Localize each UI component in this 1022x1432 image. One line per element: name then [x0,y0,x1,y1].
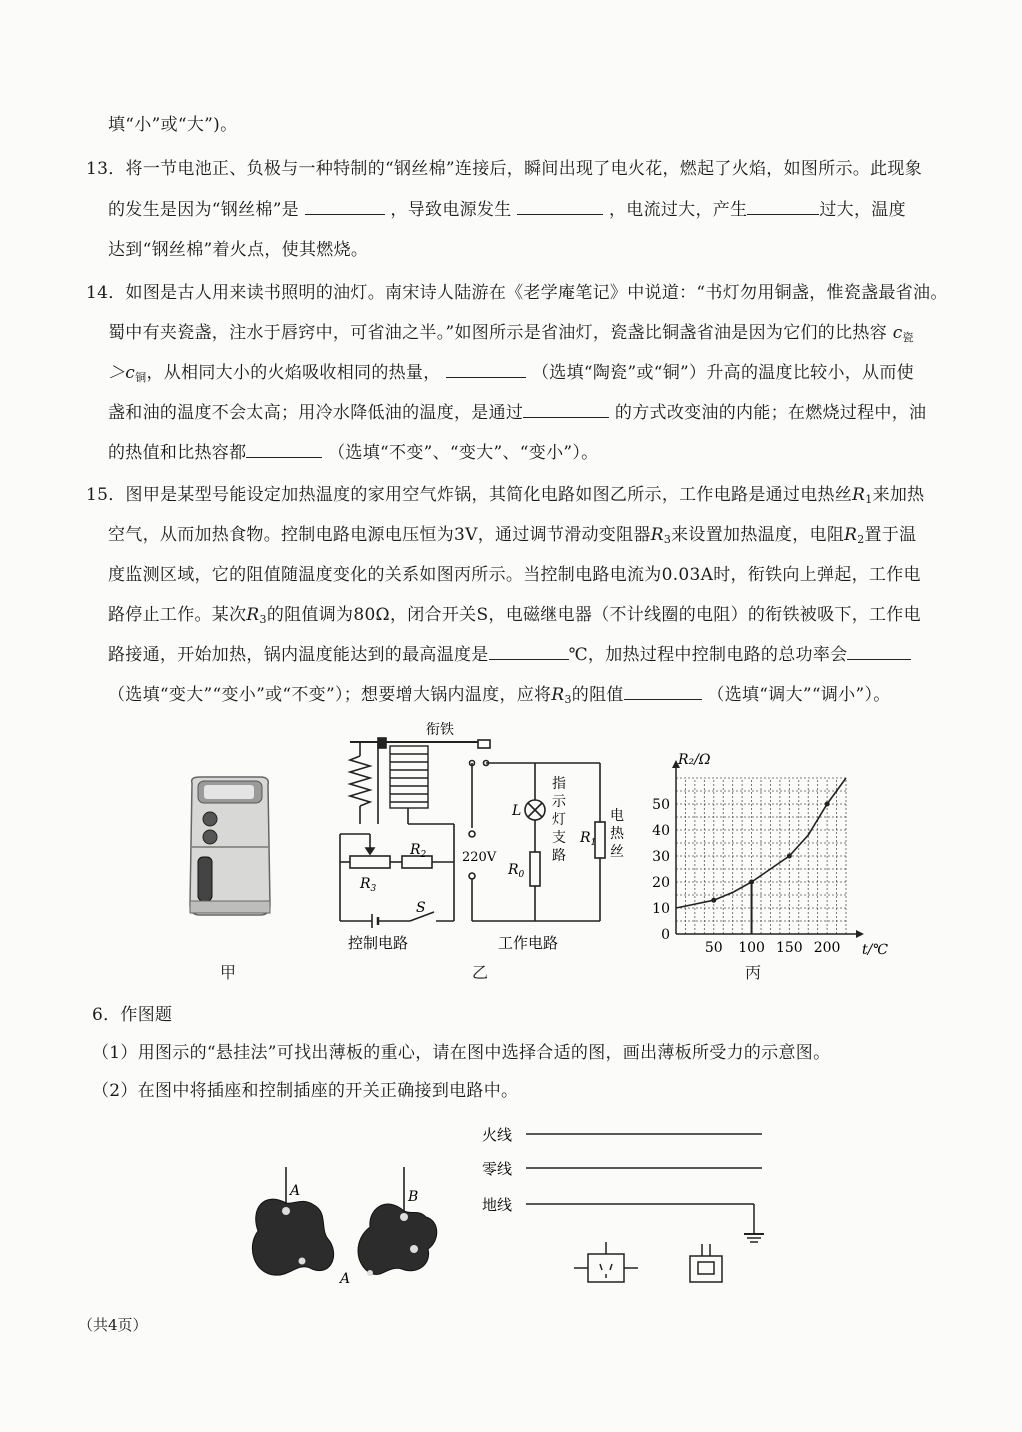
y-axis-label: R₂/Ω [678,752,711,768]
question-15-line: 度监测区域，它的阻值随温度变化的关系如图丙所示。当控制电路电流为0.03A时，衔铁向上弹起，工作电 [108,565,921,585]
x-tick-label: 150 [775,940,803,956]
suspended-plates-figure [236,1165,472,1290]
air-fryer-figure [180,775,280,920]
section-6-item: （2）在图中将插座和控制插座的开关正确接到电路中。 [92,1081,519,1101]
answer-blank[interactable] [446,363,526,378]
svg-text:电: 电 [610,808,624,824]
knob-icon [203,830,217,844]
svg-text:灯: 灯 [552,812,566,828]
svg-text:路: 路 [552,848,566,864]
data-point [787,854,792,859]
resistance-temperature-chart [640,748,890,966]
question-14-line: $>c_铜$，从相同大小的火焰吸收相同的热量， （选填“陶瓷”或“铜”）升高的温度比较小，从而使 [108,363,914,384]
x-tick-label: 50 [704,940,723,956]
data-point [825,802,830,807]
question-15-line: 15．图甲是某型号能设定加热温度的家用空气炸锅，其简化电路如图乙所示，工作电路是通过电热丝$R_1$来加热 [86,485,925,506]
section-6-title: 6．作图题 [92,1005,173,1025]
x-axis-arrow [856,930,864,938]
handle-icon [198,857,212,901]
voltage-label: 220V [462,850,497,865]
question-15-line: 空气，从而加热食物。控制电路电源电压恒为3V，通过调节滑动变阻器$R_3$来设置加热温度，电阻$R_2$置于温 [108,525,917,546]
x-tick-label: 100 [738,940,765,956]
question-14-line: 蜀中有夹瓷盏，注水于唇窍中，可省油之半。”如图所示是省油灯，瓷盏比铜盏省油是因为它们的比热容 $c_瓷$ [108,323,914,344]
answer-blank[interactable] [246,443,322,458]
x-tick-label: 200 [813,940,841,956]
question-15-line: 路接通，开始加热，锅内温度能达到的最高温度是 ℃，加热过程中控制电路的总功率会 [108,644,911,666]
household-wiring-figure [482,1118,782,1290]
caption-yi: 乙 [472,963,489,982]
svg-text:示: 示 [552,794,566,810]
svg-text:丝: 丝 [610,844,624,860]
control-circuit-label: 控制电路 [348,934,409,952]
switch-label: S [416,900,426,916]
point-b-label: B [408,1189,419,1205]
armature-label: 衔铁 [426,722,454,738]
r1-label: $R_1$ [580,830,597,848]
caption-bing: 丙 [745,963,762,982]
ground-wire-label: 地线 [482,1196,513,1214]
y-tick-label: 20 [652,875,670,891]
heater-label [610,807,625,860]
answer-blank[interactable] [517,200,603,215]
data-point [711,898,716,903]
answer-blank[interactable] [523,403,609,418]
svg-text:支: 支 [552,830,566,846]
question-13-line: 达到“钢丝棉”着火点，使其燃烧。 [108,240,369,260]
circuit-diagram [330,716,630,958]
question-13-line: 13．将一节电池正、负极与一种特制的“钢丝棉”连接后，瞬间出现了电火花，燃起了火焰，如图所示。此现象 [86,159,923,179]
section-6-item: （1）用图示的“悬挂法”可找出薄板的重心，请在图中选择合适的图，画出薄板所受力的示意图。 [92,1043,831,1063]
question-14-line: 的热值和比热容都 （选填“不变”、“变大”、“变小”）。 [108,443,599,463]
svg-text:指: 指 [552,776,566,792]
y-tick-label: 0 [661,927,670,943]
y-tick-label: 40 [652,823,670,839]
lamp-label: L [512,803,522,819]
answer-blank[interactable] [847,645,911,660]
question-14-line: 14．如图是古人用来读书照明的油灯。南宋诗人陆游在《老学庵笔记》中说道：“书灯勿用铜盏，惟瓷盏最省油。 [86,283,948,303]
knob-icon [203,812,217,826]
y-tick-label: 50 [652,797,670,813]
y-tick-label: 10 [652,901,670,917]
r0-label: $R_0$ [508,862,525,880]
neutral-wire-label: 零线 [482,1160,513,1178]
work-circuit-label: 工作电路 [498,934,559,952]
answer-blank[interactable] [624,685,702,700]
question-13-line: 的发生是因为“钢丝棉”是 ，导致电源发生 ，电流过大，产生 过大，温度 [108,200,906,220]
question-15-line: （选填“变大”“变小”或“不变”）；想要增大锅内温度，应将$R_3$的阻值 （选填“调大”“调小”）。 [108,685,891,706]
text-line: 填“小”或“大”)。 [108,115,238,135]
answer-blank[interactable] [747,200,819,215]
answer-blank[interactable] [305,200,385,215]
live-wire-label: 火线 [482,1126,513,1144]
x-axis-label: t/℃ [862,942,889,958]
point-a-label: A [290,1183,301,1199]
caption-jia: 甲 [220,963,237,982]
answer-blank[interactable] [489,645,569,660]
question-14-line: 盏和油的温度不会太高；用冷水降低油的温度，是通过 的方式改变油的内能；在燃烧过程中，油 [108,403,927,423]
page-footer: （共4页） [78,1316,148,1334]
svg-text:热: 热 [610,826,624,842]
y-tick-label: 30 [652,849,670,865]
r3-label: $R_3$ [360,876,377,894]
question-15-line: 路停止工作。某次$R_3$的阻值调为80Ω，闭合开关S，电磁继电器（不计线圈的电阻）的衔铁被吸下，工作电 [108,605,921,626]
indicator-branch-label [552,775,567,864]
point-a-label: A [340,1271,351,1287]
switch-icon [690,1256,722,1282]
r2-label: $R_2$ [410,842,427,860]
